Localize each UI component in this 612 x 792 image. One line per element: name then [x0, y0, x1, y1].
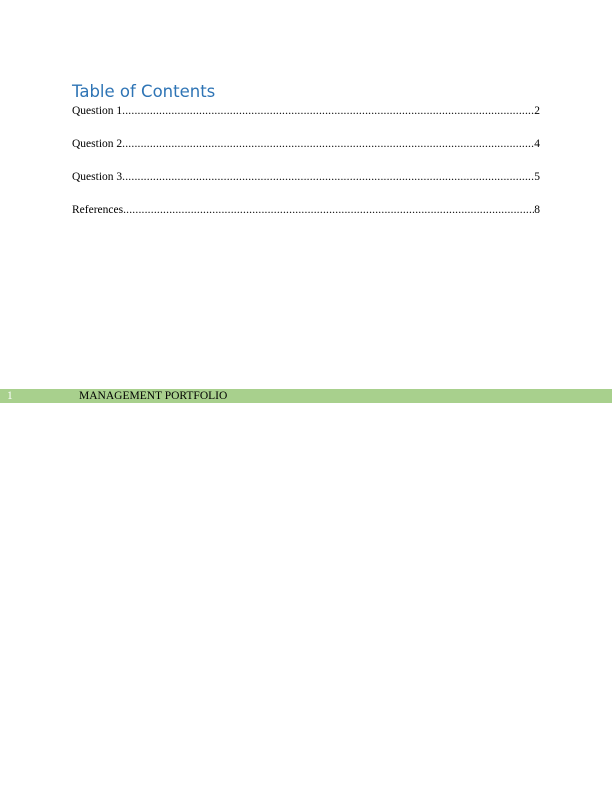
footer-page-number: 1	[7, 390, 13, 402]
toc-entry-question-3[interactable]	[72, 170, 540, 184]
toc-dot-leader	[122, 170, 534, 184]
toc-entry-label: Question 1	[72, 105, 123, 117]
toc-entry-page: 5	[534, 171, 540, 183]
toc-list	[72, 104, 540, 236]
toc-entry-label: References	[72, 204, 124, 216]
toc-dot-leader	[123, 203, 534, 217]
footer-title: MANAGEMENT PORTFOLIO	[79, 390, 228, 402]
toc-entry-references[interactable]	[72, 203, 540, 217]
toc-title: Table of Contents	[72, 82, 216, 101]
toc-entry-question-2[interactable]	[72, 137, 540, 151]
toc-dot-leader	[122, 137, 534, 151]
toc-entry-page: 8	[534, 204, 540, 216]
toc-entry-label: Question 3	[72, 171, 123, 183]
toc-entry-question-1[interactable]	[72, 104, 540, 118]
page-footer	[0, 389, 612, 403]
toc-dot-leader	[122, 104, 534, 118]
toc-entry-page: 4	[534, 138, 540, 150]
toc-entry-page: 2	[534, 105, 540, 117]
toc-entry-label: Question 2	[72, 138, 123, 150]
